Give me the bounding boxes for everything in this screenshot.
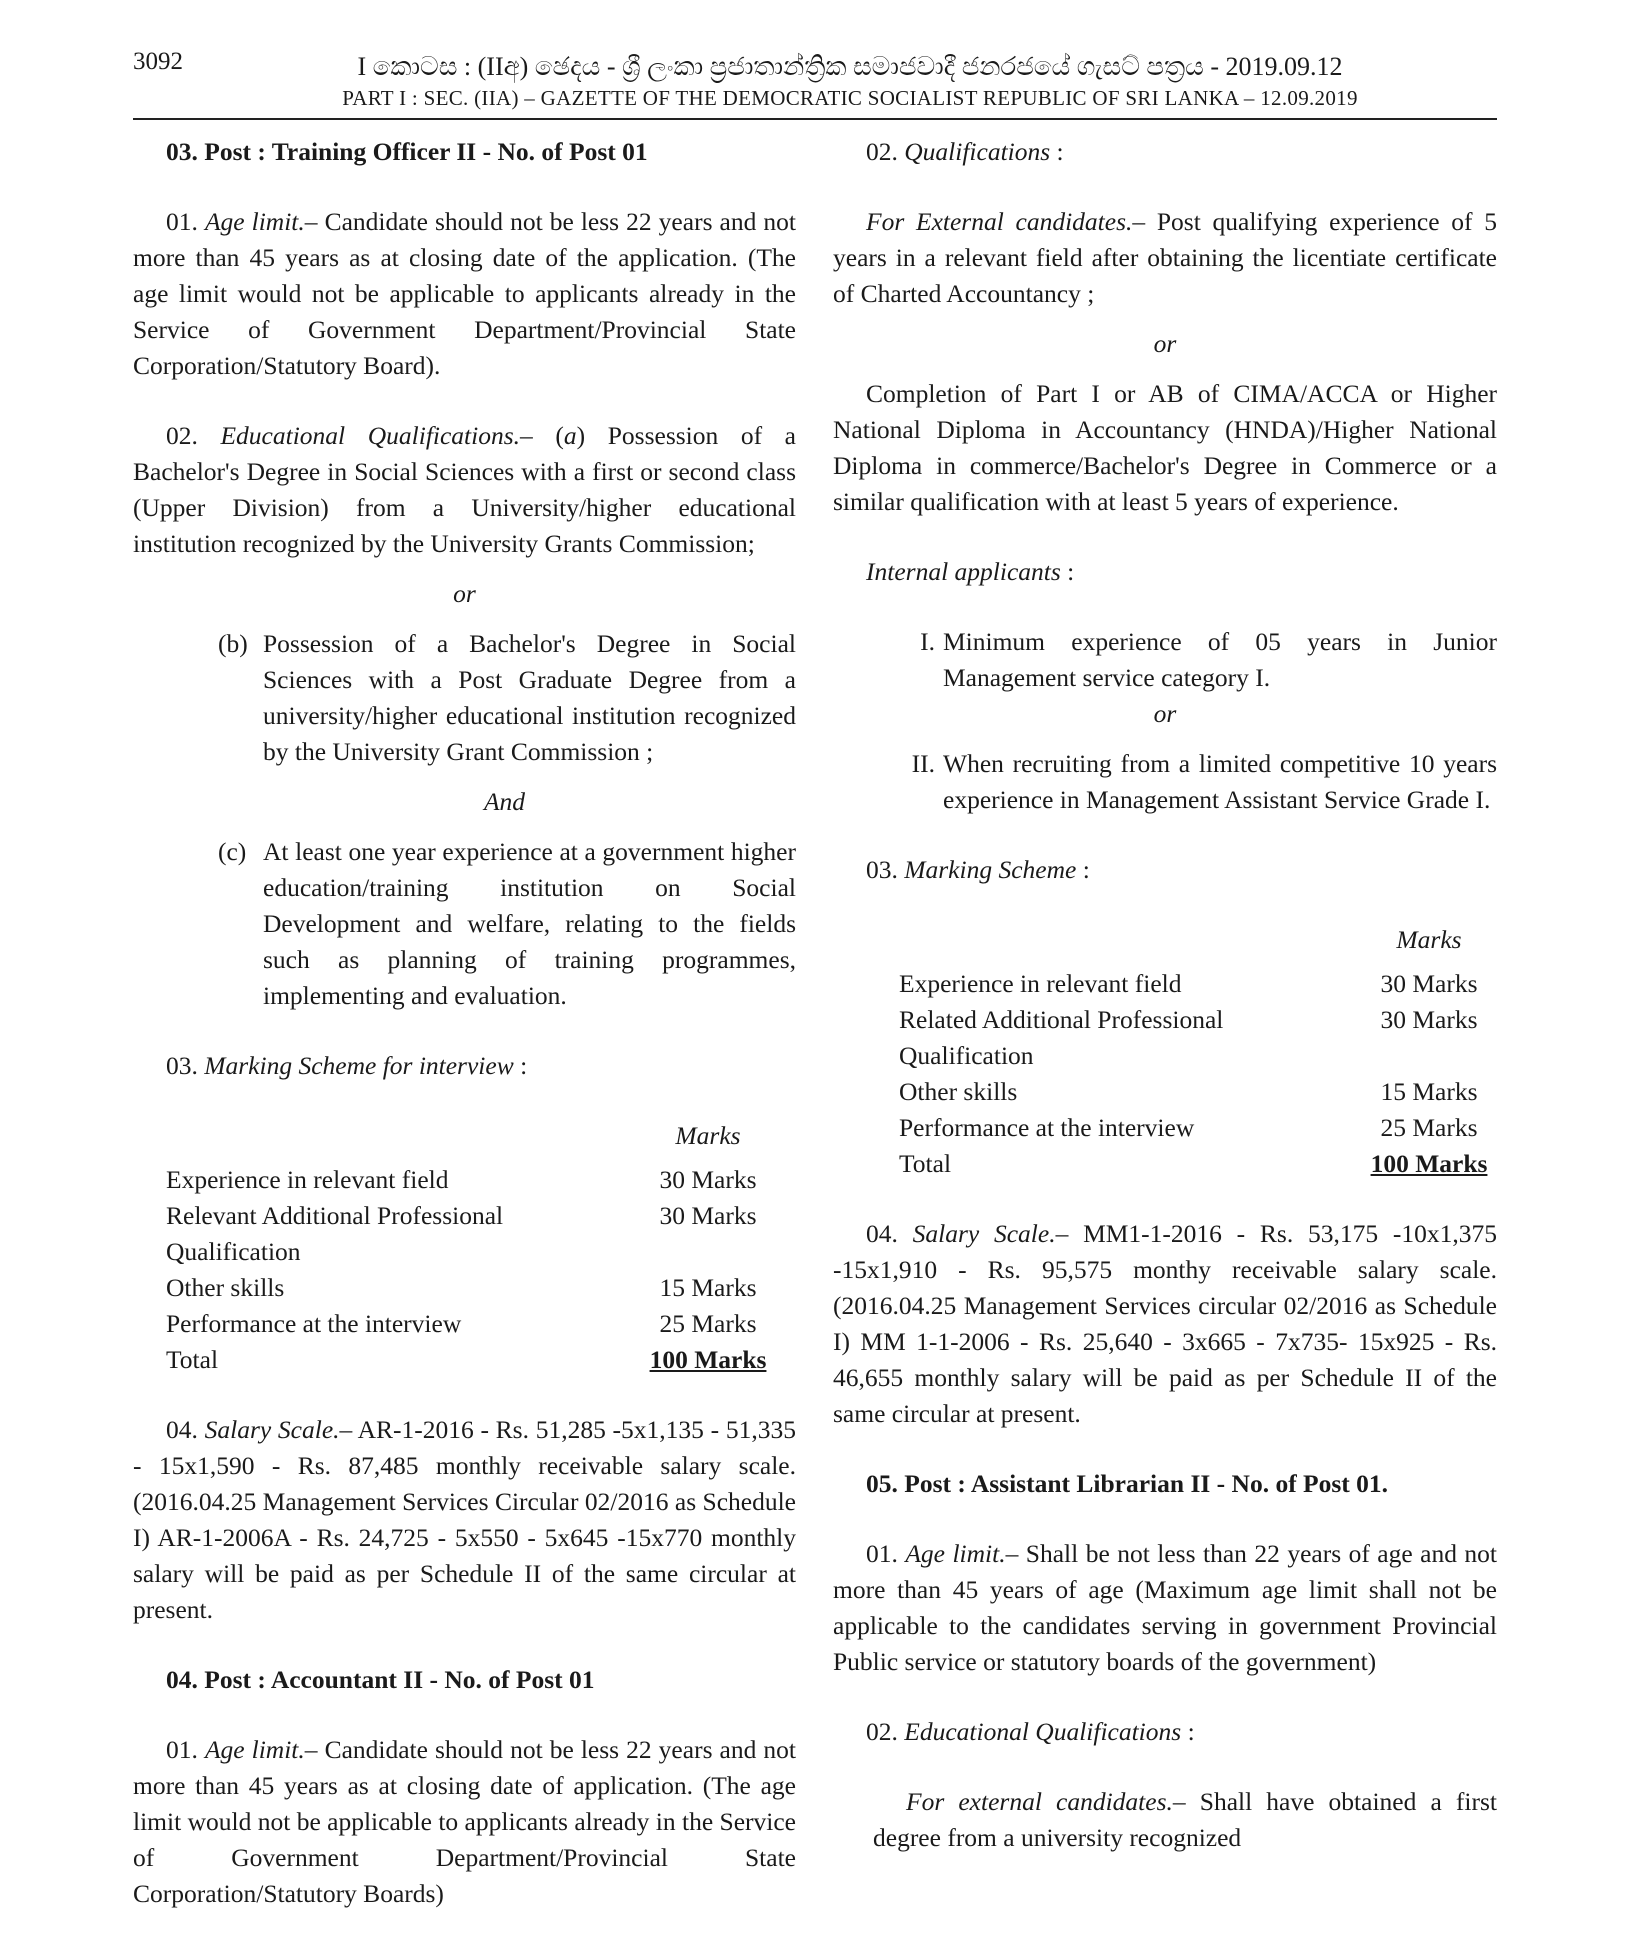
section-number: 04. — [866, 1219, 898, 1248]
section-label: Age limit. — [204, 1735, 305, 1764]
section-label: Marking Scheme for interview — [204, 1051, 514, 1080]
or-separator: or — [1153, 329, 1177, 358]
section-number: 04. — [166, 1415, 198, 1444]
section-label: Internal applicants — [866, 557, 1061, 586]
section-number: 02. — [866, 137, 898, 166]
item-label: II. — [911, 749, 935, 778]
gazette-header-english: PART I : SEC. (IIA) – GAZETTE OF THE DEMOCRATIC SOCIALIST REPUBLIC OF SRI LANKA – 12.09.2019 — [342, 86, 1358, 110]
section-number: 01. — [866, 1539, 898, 1568]
total-row: Total 100 Marks — [166, 1345, 767, 1374]
section-number: 02. — [866, 1717, 898, 1746]
section-label: Salary Scale. — [204, 1415, 340, 1444]
page-number: 3092 — [133, 48, 183, 75]
table-row: Experience in relevant field 30 Marks — [899, 969, 1478, 998]
section-text: Possession of a Bachelor's Degree in Social Sciences with a first or second class (Upper Division) from a University/higher educational institution recognized by the University Grants Commission; — [133, 421, 797, 558]
section-label: Salary Scale. — [912, 1219, 1056, 1248]
item-letter: a — [563, 421, 577, 450]
or-separator: or — [1153, 699, 1177, 728]
section-label: Educational Qualifications. — [220, 421, 521, 450]
qualification-item-c — [133, 834, 796, 1014]
age-limit-paragraph — [133, 204, 796, 384]
marking-scheme-heading: 03. Marking Scheme : — [866, 855, 1090, 884]
section-text: – Candidate should not be less 22 years and not more than 45 years as at closing date of application. (The age limit would not be applicable to applicants already in the Service of Government Department/Provincial State Corporation/Statutory Boards) — [133, 1735, 796, 1908]
item-text: When recruiting from a limited competitive 10 years experience in Management Assistant Service Grade I. — [943, 749, 1497, 814]
table-row: Performance at the interview 25 Marks — [899, 1113, 1478, 1142]
educational-qualifications-heading: 02. Educational Qualifications : — [866, 1717, 1195, 1746]
section-text: – Post qualifying experience of 5 years in a relevant field after obtaining the licentiate certificate of Charted Accountancy ; — [833, 207, 1497, 308]
section-label: For external candidates. — [906, 1787, 1173, 1816]
marks-column-header: Marks — [1396, 925, 1462, 954]
left-column — [133, 134, 796, 1912]
internal-item-ii — [833, 746, 1497, 818]
section-text: – MM1-1-2016 - Rs. 53,175 -10x1,375 -15x1,910 - Rs. 95,575 monthy receivable salary scale. (2016.04.25 Management Services circular 02/2016 as Schedule I) MM 1-1-2006 - Rs. 25,640 - 3x665 - 7x735- 15x925 - Rs. 46,655 monthly salary will be paid as per Schedule II of the same circular at present. — [833, 1219, 1497, 1428]
section-number: 03. — [166, 1051, 198, 1080]
qualification-item-b — [133, 626, 796, 770]
table-row: Related Additional Professional 30 Marks — [899, 1005, 1478, 1034]
marks-column-header: Marks — [675, 1121, 741, 1150]
item-label: (b) — [218, 629, 248, 658]
table-row: Relevant Additional Professional 30 Marks — [166, 1201, 757, 1230]
section-label: Age limit. — [204, 207, 305, 236]
table-row: Qualification — [899, 1041, 1034, 1070]
section-text: – Candidate should not be less 22 years and not more than 45 years as at closing date of the application. (The age limit would not be applicable to applicants already in the Service of Government Department/Provincial State Corporation/Statutory Board). — [133, 207, 796, 380]
section-label: Educational Qualifications — [904, 1717, 1182, 1746]
section-label: Age limit. — [905, 1539, 1006, 1568]
item-text: At least one year experience at a government higher education/training institution on Social Development and welfare, relating to the fields such as planning of training programmes, implementing and evaluation. — [263, 837, 796, 1010]
section-number: 01. — [166, 207, 198, 236]
item-text: Minimum experience of 05 years in Junior Management service category I. — [943, 627, 1497, 692]
item-label: (c) — [218, 837, 247, 866]
age-limit-paragraph — [833, 1536, 1497, 1680]
gazette-header-sinhala: I කොටස : (IIඅ) ඡෙදය - ශ්‍රී ලංකා ප්‍රජාතාන්ත්‍රික සමාජවාදී ජනරජයේ ගැසට් පත්‍රය - 2019.09.12 — [357, 52, 1343, 81]
total-row: Total 100 Marks — [899, 1149, 1488, 1178]
section-text: – Shall be not less than 22 years of age and not more than 45 years of age (Maximum age limit shall not be applicable to the candidates serving in government Provincial Public service or statutory boards of the government) — [833, 1539, 1498, 1676]
external-candidates-paragraph-2 — [833, 1784, 1497, 1856]
salary-scale-paragraph — [133, 1412, 796, 1628]
marks-table — [166, 1118, 778, 1378]
section-number: 02. — [166, 421, 198, 450]
table-row: Experience in relevant field 30 Marks — [166, 1165, 757, 1194]
section-label: Qualifications — [904, 137, 1051, 166]
completion-paragraph: Completion of Part I or AB of CIMA/ACCA or Higher National Diploma in Accountancy (HNDA)/Higher National Diploma in commerce/Bachelor's Degree in Commerce or a similar qualification with at least 5 years of experience. — [833, 379, 1497, 516]
post-heading-assistant-librarian: 05. Post : Assistant Librarian II - No. of Post 01. — [866, 1469, 1389, 1498]
section-label: For External candidates. — [866, 207, 1133, 236]
internal-applicants-heading: Internal applicants : — [866, 557, 1075, 586]
or-separator: or — [453, 579, 476, 608]
section-number: 01. — [166, 1735, 198, 1764]
table-row: Other skills 15 Marks — [899, 1077, 1478, 1106]
table-row: Qualification — [166, 1237, 301, 1266]
external-candidates-paragraph — [833, 204, 1497, 312]
post-heading-training-officer: 03. Post : Training Officer II - No. of Post 01 — [166, 137, 648, 166]
section-text: – AR-1-2016 - Rs. 51,285 -5x1,135 - 51,335 - 15x1,590 - Rs. 87,485 monthly receivable salary scale. (2016.04.25 Management Services Circular 02/2016 as Schedule I) AR-1-2006A - Rs. 24,725 - 5x550 - 5x645 -15x770 monthly salary will be paid as per Schedule II of the same circular at present. — [133, 1415, 796, 1624]
right-column — [833, 134, 1497, 1856]
section-number: 03. — [866, 855, 898, 884]
post-heading-accountant: 04. Post : Accountant II - No. of Post 01 — [166, 1665, 595, 1694]
header-rule — [133, 118, 1497, 120]
educational-qualifications-paragraph: 02. Educational Qualifications.– (a) Possession of a Bachelor's Degree in Social Sciences with a first or second class (Upper Division) from a University/higher educational institution recognized by the University Grants Commission; — [133, 421, 797, 558]
table-row: Performance at the interview 25 Marks — [166, 1309, 757, 1338]
section-label: Marking Scheme — [904, 855, 1077, 884]
internal-item-i — [833, 624, 1497, 696]
qualifications-heading: 02. Qualifications : — [866, 137, 1064, 166]
item-label: I. — [920, 627, 935, 656]
and-separator: And — [483, 787, 526, 816]
salary-scale-paragraph — [833, 1216, 1497, 1432]
item-text: Possession of a Bachelor's Degree in Social Sciences with a Post Graduate Degree from a university/higher educational institution recognized by the University Grant Commission ; — [263, 629, 796, 766]
marks-table — [899, 922, 1499, 1182]
age-limit-paragraph-2 — [133, 1732, 796, 1912]
table-row: Other skills 15 Marks — [166, 1273, 757, 1302]
marking-scheme-heading: 03. Marking Scheme for interview : — [166, 1051, 528, 1080]
section-text: – Shall have obtained a first degree from a university recognized — [873, 1787, 1497, 1852]
